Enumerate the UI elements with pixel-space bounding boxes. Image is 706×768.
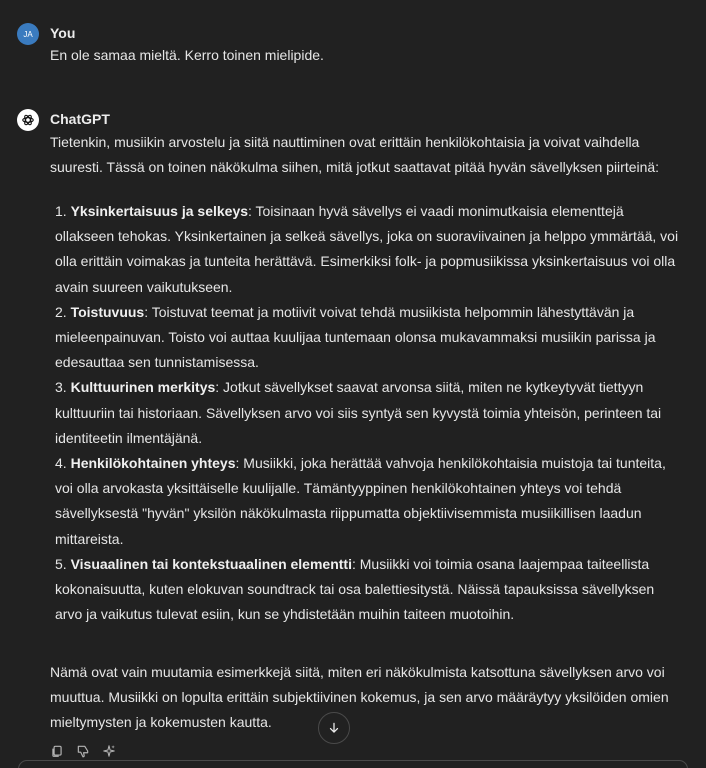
list-item	[55, 451, 682, 552]
assistant-list	[55, 199, 682, 627]
thumbs-down-button[interactable]	[74, 742, 92, 760]
list-item-title: Henkilökohtainen yhteys	[70, 455, 236, 472]
list-item-body: : Jotkut sävellykset saavat arvonsa siitä, miten ne kytkeytyvät tiettyyn kulttuuriin tai historiaan. Sävellyksen arvo voi siis syntyä sen kyvystä toimia yhteisön, perinteen tai identiteetin ilmentäjänä.	[55, 379, 662, 446]
regenerate-button[interactable]	[100, 742, 118, 760]
list-item	[55, 552, 682, 628]
list-item-title: Kulttuurinen merkitys	[70, 379, 216, 396]
regenerate-sparkle-icon	[102, 744, 116, 758]
list-item-body: : Toisinaan hyvä sävellys ei vaadi monimutkaisia elementtejä ollakseen tehokas. Yksinkertainen ja selkeä sävellys, joka on suoraviivainen ja helppo ymmärtää, voi olla erittäin voimakas ja tunteita herättävä. Esimerkiksi folk- ja popmusiikissa yksinkertaisuus voi olla avain suureen vaikutukseen.	[55, 203, 679, 295]
list-item-body: : Musiikki voi toimia osana laajempaa taiteellista kokonaisuutta, kuten elokuvan soundtrack tai osa balettiesitystä. Näissä tapauksissa sävellyksen arvo ja vaikutus tulevat esiin, kun se yhdistetään muihin taiteen muotoihin.	[55, 555, 655, 623]
list-item-number: 2.	[55, 303, 67, 320]
user-avatar: JA	[17, 23, 39, 45]
composer-edge	[0, 762, 706, 768]
list-item-number: 5.	[55, 555, 67, 572]
assistant-outro: Nämä ovat vain muutamia esimerkkejä siitä, miten eri näkökulmista katsottuna sävellyksen arvo voi muuttua. Musiikki on lopulta erittäin subjektiivinen kokemus, ja sen arvo määräytyy yksilöiden omien mieltymysten ja kokemusten kautta.	[50, 664, 669, 731]
thumbs-down-icon	[76, 744, 90, 758]
list-item-title: Visuaalinen tai kontekstuaalinen elementti	[70, 555, 352, 572]
arrow-down-icon	[327, 721, 341, 735]
copy-icon	[50, 744, 64, 758]
copy-button[interactable]	[48, 742, 66, 760]
list-item-title: Toistuvuus	[70, 303, 145, 320]
user-message-text: En ole samaa mieltä. Kerro toinen mielipide.	[50, 47, 324, 63]
list-item-title: Yksinkertaisuus ja selkeys	[70, 203, 249, 219]
list-item	[55, 300, 682, 376]
assistant-intro: Tietenkin, musiikin arvostelu ja siitä nauttiminen ovat erittäin henkilökohtaisia ja voivat vaihdella suuresti. Tässä on toinen näkökulma siihen, mitä jotkut saattavat pitää hyvän sävellyksen piirteinä:	[50, 134, 660, 176]
list-item	[55, 375, 682, 451]
list-item	[55, 199, 682, 300]
message-actions	[48, 742, 118, 760]
list-item-number: 1.	[55, 203, 67, 219]
scroll-to-bottom-button[interactable]	[318, 712, 350, 744]
user-author-name: You	[50, 25, 76, 41]
assistant-author-name: ChatGPT	[50, 111, 110, 127]
list-item-body: : Musiikki, joka herättää vahvoja henkilökohtaisia muistoja tai tunteita, voi olla arvokasta yksittäiselle kuulijalle. Tämäntyyppinen henkilökohtainen yhteys voi tehdä sävellyksestä "hyvän" yksilön näkökulmasta riippumatta objektiivisemmista musiikillisen laadun mittareista.	[55, 455, 666, 547]
chatgpt-logo-icon	[17, 109, 39, 131]
list-item-number: 3.	[55, 379, 67, 396]
list-item-number: 4.	[55, 455, 67, 472]
list-item-body: : Toistuvat teemat ja motiivit voivat tehdä musiikista helpommin lähestyttävän ja mieleenpainuvan. Toisto voi auttaa kuulijaa tuntemaan olonsa mukavammaksi musiikin parissa ja edesauttaa sen tunnistamisessa.	[55, 303, 656, 371]
message-input-box[interactable]	[18, 760, 688, 768]
